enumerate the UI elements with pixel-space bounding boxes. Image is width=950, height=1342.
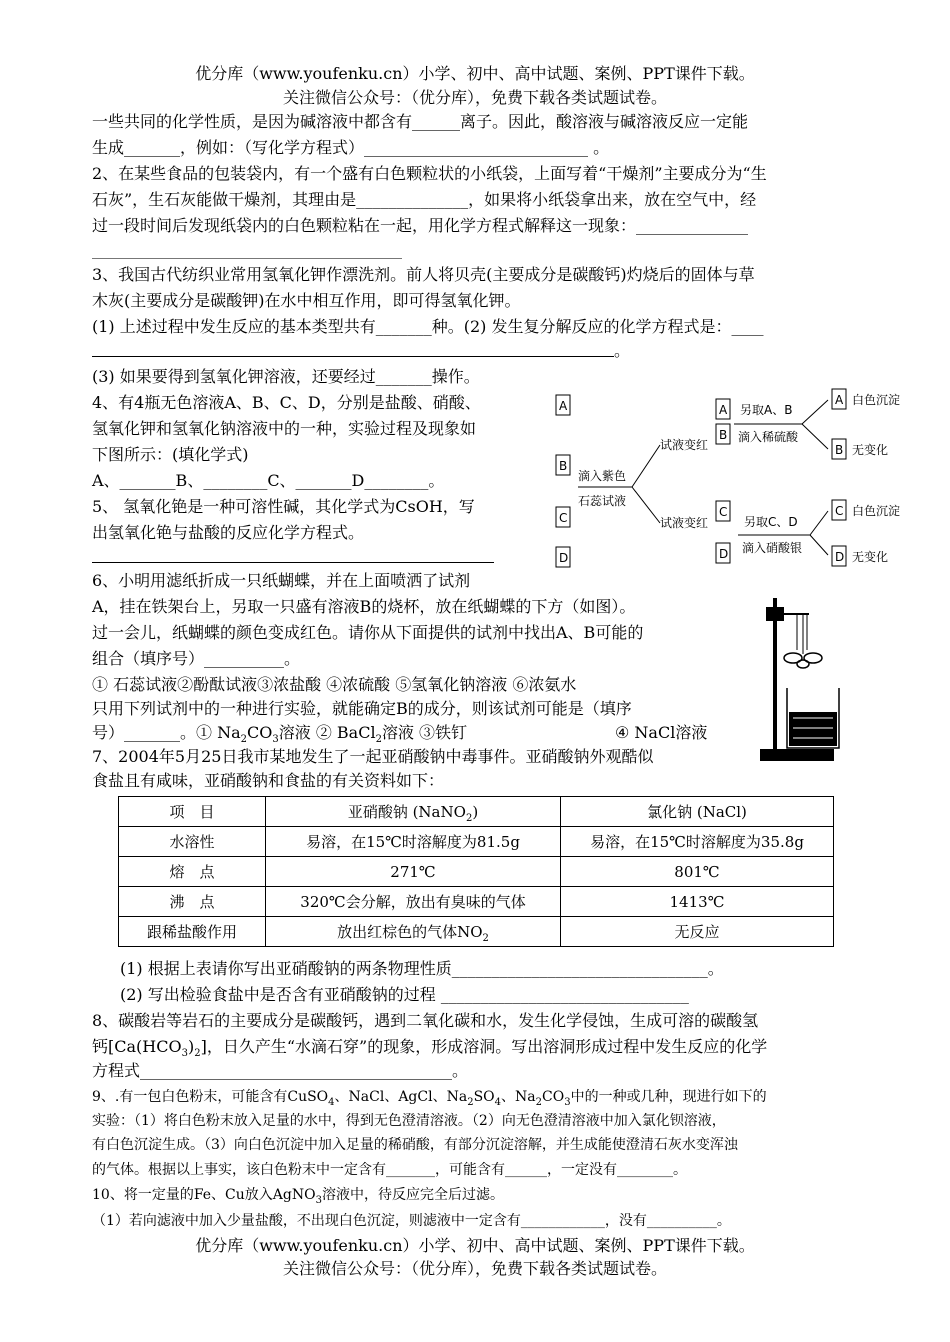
q8-line-1: 8、碳酸岩等岩石的主要成分是碳酸钙，遇到二氧化碳和水，发生化学侵蚀，生成可溶的碳酸氢 (92, 1011, 759, 1030)
header-line-1: 优分库（www.youfenku.cn）小学、初中、高中试题、案例、PPT课件下载。 (195, 64, 755, 83)
q6-line-3: 过一会儿，纸蝴蝶的颜色变成红色。请你从下面提供的试剂中找出A、B可能的 (92, 623, 644, 642)
q8-line-2: 钙$[Ca(HCO_3)_2]$，日久产生“水滴石穿”的现象，形成溶洞。写出溶洞形成过程中发生反应的化学 (92, 1037, 768, 1060)
diagram-result-text-c: 白色沉淀 (852, 504, 901, 518)
diagram-lower-branch: 试液变红 (660, 516, 709, 530)
diagram-result-label-c: C (835, 504, 844, 518)
q6-line-7: 号）_______。① $Na_2CO_3$溶液 ② BaCl$_2$溶液 ③铁钉 (92, 723, 468, 746)
table-cell: 无反应 (561, 917, 834, 947)
table-cell: 水溶性 (119, 827, 266, 857)
diagram-result-text-d: 无变化 (852, 550, 889, 564)
diagram-left-label-d: D (559, 551, 569, 565)
q3-line-end: 。 (614, 341, 631, 360)
table-cell: 沸 点 (119, 887, 266, 917)
q3-line-3: (1) 上述过程中发生反应的基本类型共有_______种。(2) 发生复分解反应的化学方程式是：____ (92, 317, 764, 336)
table-cell: 易溶，在15℃时溶解度为81.5g (266, 827, 561, 857)
table-row (119, 917, 834, 947)
table-header-cell: 项 目 (119, 797, 266, 827)
q10-line-1: 10、将一定量的Fe、Cu放入AgNO$_3$溶液中，待反应完全后过滤。 (92, 1187, 504, 1206)
table-cell: 271℃ (266, 857, 561, 887)
table-cell: 放出红棕色的气体$NO_2$ (266, 917, 561, 947)
diagram-upper-pair-b: B (719, 428, 728, 442)
diagram-upper-branch: 试液变红 (660, 438, 709, 452)
diagram-left-label-c: C (559, 511, 568, 525)
table-cell: 1413℃ (561, 887, 834, 917)
footer-line-2: 关注微信公众号：（优分库），免费下载各类试题试卷。 (282, 1259, 667, 1278)
q1-line-1: 一些共同的化学性质，是因为碱溶液中都含有______离子。因此，酸溶液与碱溶液反应一定能 (92, 112, 749, 131)
q7-line-2: 食盐且有咸味，亚硝酸钠和食盐的有关资料如下： (92, 771, 445, 790)
diagram-result-label-d: D (835, 550, 845, 564)
q9-line-3: 有白色沉淀生成。（3）向白色沉淀中加入足量的稀硝酸，有部分沉淀溶解，并生成能使澄清石灰水变浑浊 (92, 1137, 738, 1153)
diagram-upper-pair-a: A (719, 403, 728, 417)
q10-line-2: （1）若向滤液中加入少量盐酸，不出现白色沉淀，则滤液中一定含有____________，没有__________。 (92, 1213, 731, 1229)
q2-line-1: 2、在某些食品的包装袋内，有一个盛有白色颗粒状的小纸袋，上面写着“干燥剂”主要成分为“生 (92, 164, 767, 183)
table-header-row (119, 797, 834, 827)
q6-line-6: 只用下列试剂中的一种进行实验，就能确定B的成分，则该试剂可能是（填序 (92, 699, 632, 718)
q3-line-4: (3) 如果要得到氢氧化钾溶液，还要经过_______操作。 (92, 367, 480, 386)
diagram-left-label-b: B (559, 459, 568, 473)
diagram-reagent-top: 滴入紫色 (578, 469, 627, 483)
q7-sub-2: (2) 写出检验食盐中是否含有亚硝酸钠的过程 _______________________________ (120, 985, 689, 1004)
header-line-2: 关注微信公众号：（优分库），免费下载各类试题试卷。 (282, 88, 667, 107)
q6-line-2: A，挂在铁架台上，另取一只盛有溶液B的烧杯，放在纸蝴蝶的下方（如图）。 (92, 597, 636, 616)
table-row (119, 857, 834, 887)
q4-line-2: 氢氧化钾和氢氧化钠溶液中的一种，实验过程及现象如 (92, 419, 477, 438)
table-header-cell: 亚硝酸钠 (NaNO$_2$) (266, 797, 561, 827)
q5-line-1: 5、 氢氧化铯是一种可溶性碱，其化学式为CsOH，写 (92, 497, 475, 516)
q4-line-4: A、_______B、________C、_______D________。 (92, 471, 445, 490)
diagram-upper-take: 另取A、B (740, 403, 793, 417)
identification-flow-diagram (548, 383, 908, 578)
table-cell: 跟稀盐酸作用 (119, 917, 266, 947)
diagram-lower-pair-c: C (719, 505, 728, 519)
q7-line-1: 7、2004年5月25日我市某地发生了一起亚硝酸钠中毒事件。亚硝酸钠外观酷似 (92, 747, 654, 766)
diagram-lower-pair-d: D (719, 547, 729, 561)
q5-line-2: 出氢氧化铯与盐酸的反应化学方程式。 (92, 523, 365, 542)
q9-line-2: 实验：（1）将白色粉末放入足量的水中，得到无色澄清溶液。（2）向无色澄清溶液中加入氯化钡溶液， (92, 1113, 726, 1129)
answer-line (92, 356, 614, 357)
q8-line-3: 方程式_______________________________________。 (92, 1061, 469, 1080)
diagram-upper-add: 滴入稀硫酸 (738, 430, 799, 444)
answer-line (92, 562, 494, 563)
table-cell: 熔 点 (119, 857, 266, 887)
table-cell: 801℃ (561, 857, 834, 887)
diagram-left-label-a: A (559, 399, 568, 413)
table-row (119, 827, 834, 857)
q3-line-2: 木灰(主要成分是碳酸钾)在水中相互作用，即可得氢氧化钾。 (92, 291, 521, 310)
diagram-reagent-bottom: 石蕊试液 (578, 494, 627, 508)
q4-line-1: 4、有4瓶无色溶液A、B、C、D，分别是盐酸、硝酸、 (92, 393, 481, 412)
table-cell: 易溶，在15℃时溶解度为35.8g (561, 827, 834, 857)
q1-line-2: 生成_______，例如：（写化学方程式）____________________________ 。 (92, 138, 610, 157)
table-row (119, 887, 834, 917)
sodium-nitrite-vs-salt-table (118, 796, 834, 947)
iron-stand-illustration (735, 578, 845, 768)
footer-line-1: 优分库（www.youfenku.cn）小学、初中、高中试题、案例、PPT课件下载。 (195, 1236, 755, 1255)
diagram-lower-take: 另取C、D (744, 515, 798, 529)
table-header-cell: 氯化钠 (NaCl) (561, 797, 834, 827)
diagram-result-text-a: 白色沉淀 (852, 393, 901, 407)
q6-line-5: ① 石蕊试液②酚酞试液③浓盐酸 ④浓硫酸 ⑤氢氧化钠溶液 ⑥浓氨水 (92, 675, 577, 694)
q6-option-4: ④ NaCl溶液 (615, 723, 708, 742)
answer-line (92, 258, 402, 259)
diagram-result-label-a: A (835, 393, 844, 407)
diagram-lower-add: 滴入硝酸银 (742, 541, 803, 555)
q2-line-2: 石灰”，生石灰能做干燥剂，其理由是______________，如果将小纸袋拿出来，放在空气中，经 (92, 190, 757, 209)
q6-line-1: 6、小明用滤纸折成一只纸蝴蝶，并在上面喷洒了试剂 (92, 571, 471, 590)
diagram-result-text-b: 无变化 (852, 443, 889, 457)
q9-line-1: 9、.有一包白色粉末，可能含有CuSO$_4$、NaCl、AgCl、$Na_2SO_4$、$Na_2CO_3$中的一种或几种，现进行如下的 (92, 1089, 767, 1108)
diagram-result-label-b: B (835, 443, 844, 457)
q9-line-4: 的气体。根据以上事实，该白色粉末中一定含有_______，可能含有______，一定没有________。 (92, 1162, 687, 1178)
q6-line-4: 组合（填序号）__________。 (92, 649, 301, 668)
table-cell: 320℃会分解，放出有臭味的气体 (266, 887, 561, 917)
q3-line-1: 3、我国古代纺织业常用氢氧化钾作漂洗剂。前人将贝壳(主要成分是碳酸钙)灼烧后的固体与草 (92, 265, 755, 284)
q4-line-3: 下图所示：(填化学式) (92, 445, 249, 464)
q7-sub-1: (1) 根据上表请你写出亚硝酸钠的两条物理性质________________________________。 (120, 959, 724, 978)
q2-line-3: 过一段时间后发现纸袋内的白色颗粒粘在一起，用化学方程式解释这一现象：______________ (92, 216, 749, 235)
